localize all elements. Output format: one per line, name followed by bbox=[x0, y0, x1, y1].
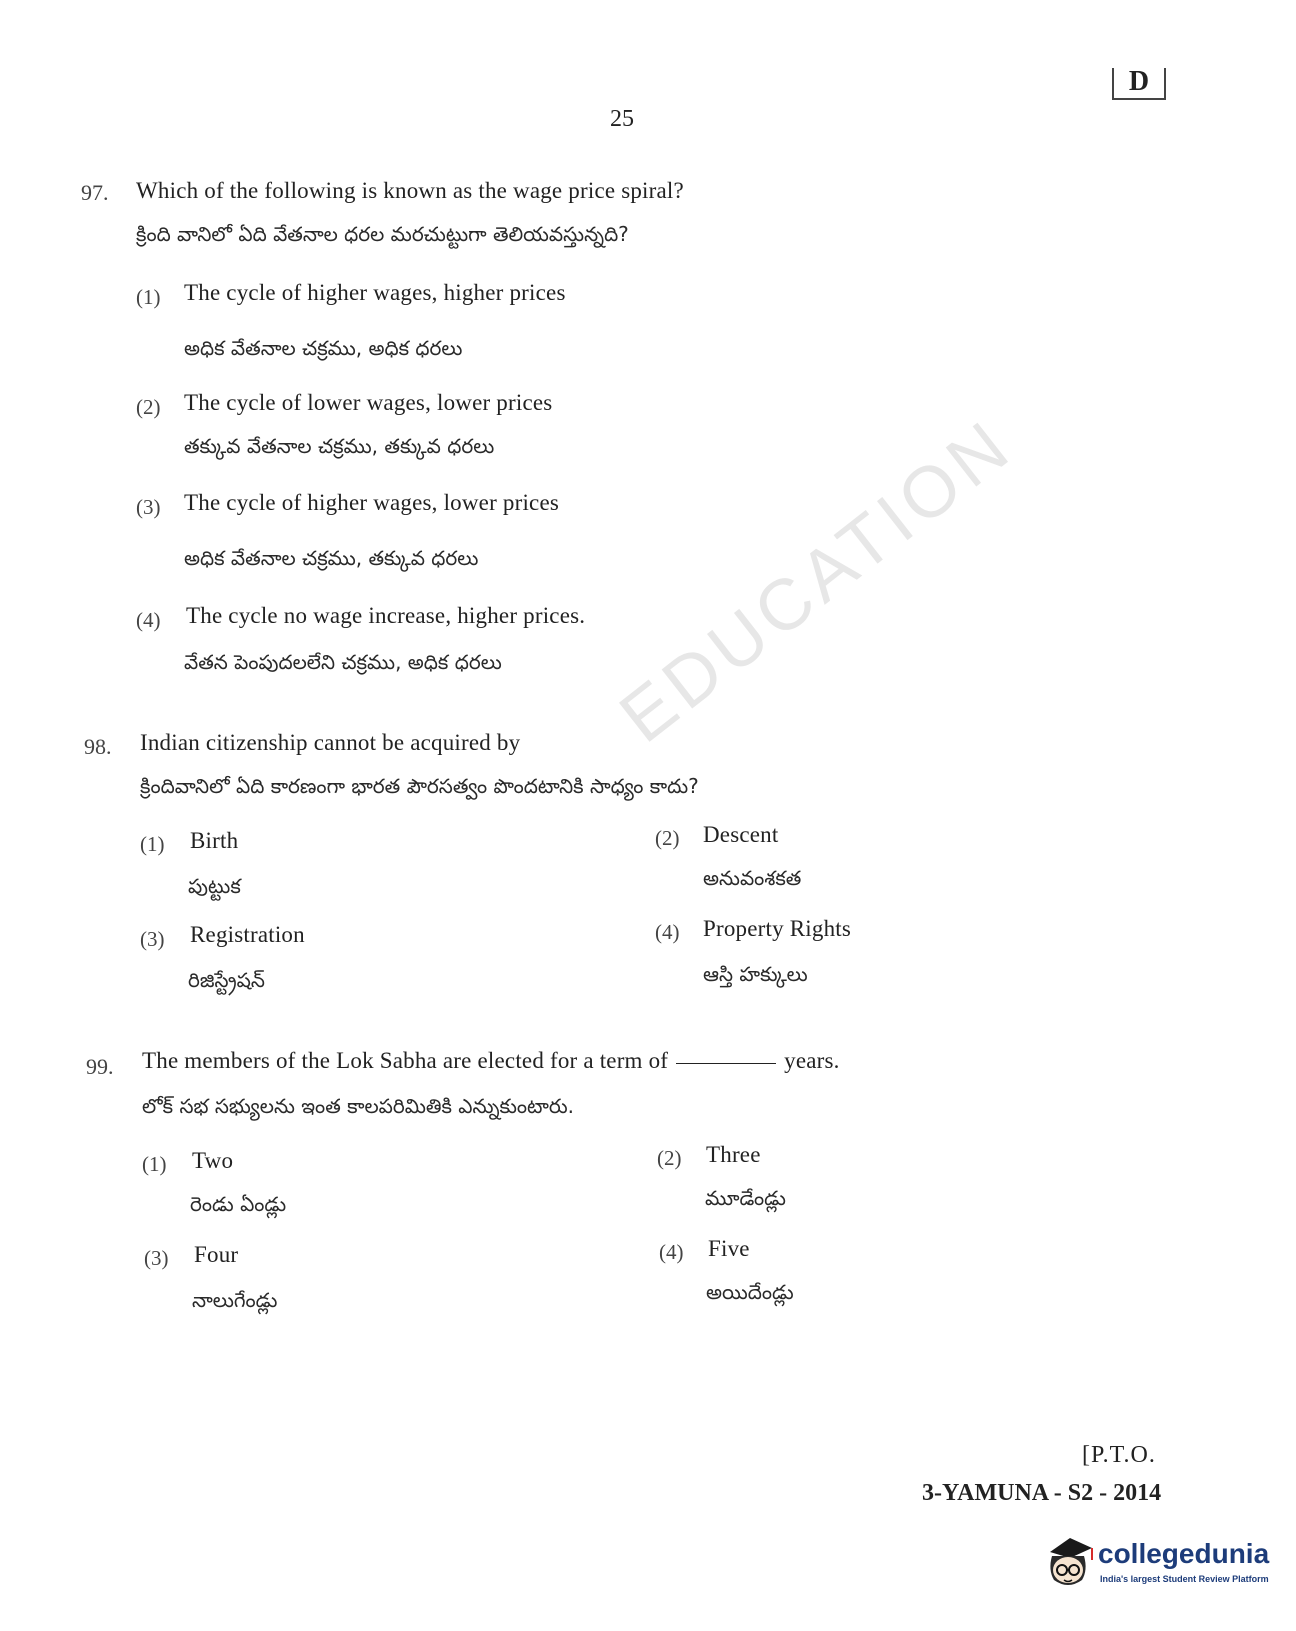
question-text-te: క్రిందివానిలో ఏది కారణంగా భారత పౌరసత్వం పొందటానికి సాధ్యం కాదు? bbox=[140, 774, 699, 798]
option-text-en: The cycle of lower wages, lower prices bbox=[184, 390, 553, 415]
question-text-en-after: years. bbox=[784, 1048, 840, 1073]
set-code-box: D bbox=[1112, 68, 1166, 100]
option-text-te: రెండు ఏండ్లు bbox=[190, 1192, 287, 1216]
option-text-en: Descent bbox=[703, 822, 779, 847]
option-number: (1) bbox=[136, 285, 161, 309]
question-text-en: Indian citizenship cannot be acquired by bbox=[140, 730, 521, 755]
logo-name: collegedunia bbox=[1098, 1538, 1270, 1569]
option-number: (3) bbox=[136, 495, 161, 519]
option-number: (2) bbox=[657, 1146, 682, 1170]
question-text-en-before: The members of the Lok Sabha are elected for a term of bbox=[142, 1048, 669, 1073]
option-number: (3) bbox=[140, 927, 165, 951]
option-text-te: మూడేండ్లు bbox=[705, 1186, 786, 1210]
paper-code: 3-YAMUNA - S2 - 2014 bbox=[922, 1480, 1162, 1506]
option-text-te: నాలుగేండ్లు bbox=[192, 1288, 278, 1312]
option-number: (4) bbox=[136, 608, 161, 632]
option-text-te: పుట్టుక bbox=[188, 874, 241, 898]
question-number: 97. bbox=[81, 180, 109, 205]
option-text-en: Property Rights bbox=[703, 916, 852, 941]
option-number: (4) bbox=[659, 1240, 684, 1264]
option-number: (4) bbox=[655, 920, 680, 944]
option-text-en: Registration bbox=[190, 922, 305, 947]
collegedunia-logo[interactable] bbox=[1040, 1530, 1272, 1600]
question-number: 99. bbox=[86, 1054, 114, 1079]
question-text-te: క్రింది వానిలో ఏది వేతనాల ధరల మరచుట్టుగా తెలియవస్తున్నది? bbox=[136, 222, 629, 246]
option-text-te: అధిక వేతనాల చక్రము, అధిక ధరలు bbox=[184, 336, 463, 360]
question-text-te: లోక్ సభ సభ్యులను ఇంత కాలపరిమితికి ఎన్నుకుంటారు. bbox=[142, 1094, 575, 1118]
pto-label: [P.T.O. bbox=[1082, 1442, 1156, 1468]
option-text-en: Four bbox=[194, 1242, 239, 1267]
option-text-en: Two bbox=[192, 1148, 234, 1173]
option-text-en: Five bbox=[708, 1236, 750, 1261]
option-text-en: The cycle no wage increase, higher prices. bbox=[186, 603, 586, 628]
option-number: (3) bbox=[144, 1246, 169, 1270]
logo-tagline: India's largest Student Review Platform bbox=[1100, 1574, 1269, 1584]
option-text-te: ఆస్తి హక్కులు bbox=[703, 962, 808, 986]
option-number: (2) bbox=[136, 395, 161, 419]
watermark: EDUCATION bbox=[605, 403, 1028, 759]
answer-blank bbox=[676, 1063, 776, 1064]
option-text-en: The cycle of higher wages, lower prices bbox=[184, 490, 560, 515]
mascot-icon bbox=[1040, 1530, 1096, 1594]
option-number: (1) bbox=[140, 832, 165, 856]
option-text-te: రిజిస్ట్రేషన్ bbox=[188, 968, 265, 992]
option-text-te: అయిదేండ్లు bbox=[706, 1280, 794, 1304]
option-text-en: Three bbox=[706, 1142, 761, 1167]
option-number: (2) bbox=[655, 826, 680, 850]
question-text-en: Which of the following is known as the wage price spiral? bbox=[136, 178, 684, 203]
option-text-te: తక్కువ వేతనాల చక్రము, తక్కువ ధరలు bbox=[184, 434, 495, 458]
option-text-te: అధిక వేతనాల చక్రము, తక్కువ ధరలు bbox=[184, 546, 479, 570]
question-text-en bbox=[142, 1048, 840, 1074]
question-number: 98. bbox=[84, 734, 112, 759]
option-text-en: The cycle of higher wages, higher prices bbox=[184, 280, 566, 305]
option-text-te: అనువంశకత bbox=[703, 866, 802, 890]
option-text-te: వేతన పెంపుదలలేని చక్రము, అధిక ధరలు bbox=[184, 650, 502, 674]
option-text-en: Birth bbox=[190, 828, 239, 853]
option-number: (1) bbox=[142, 1152, 167, 1176]
page-number: 25 bbox=[610, 106, 634, 132]
